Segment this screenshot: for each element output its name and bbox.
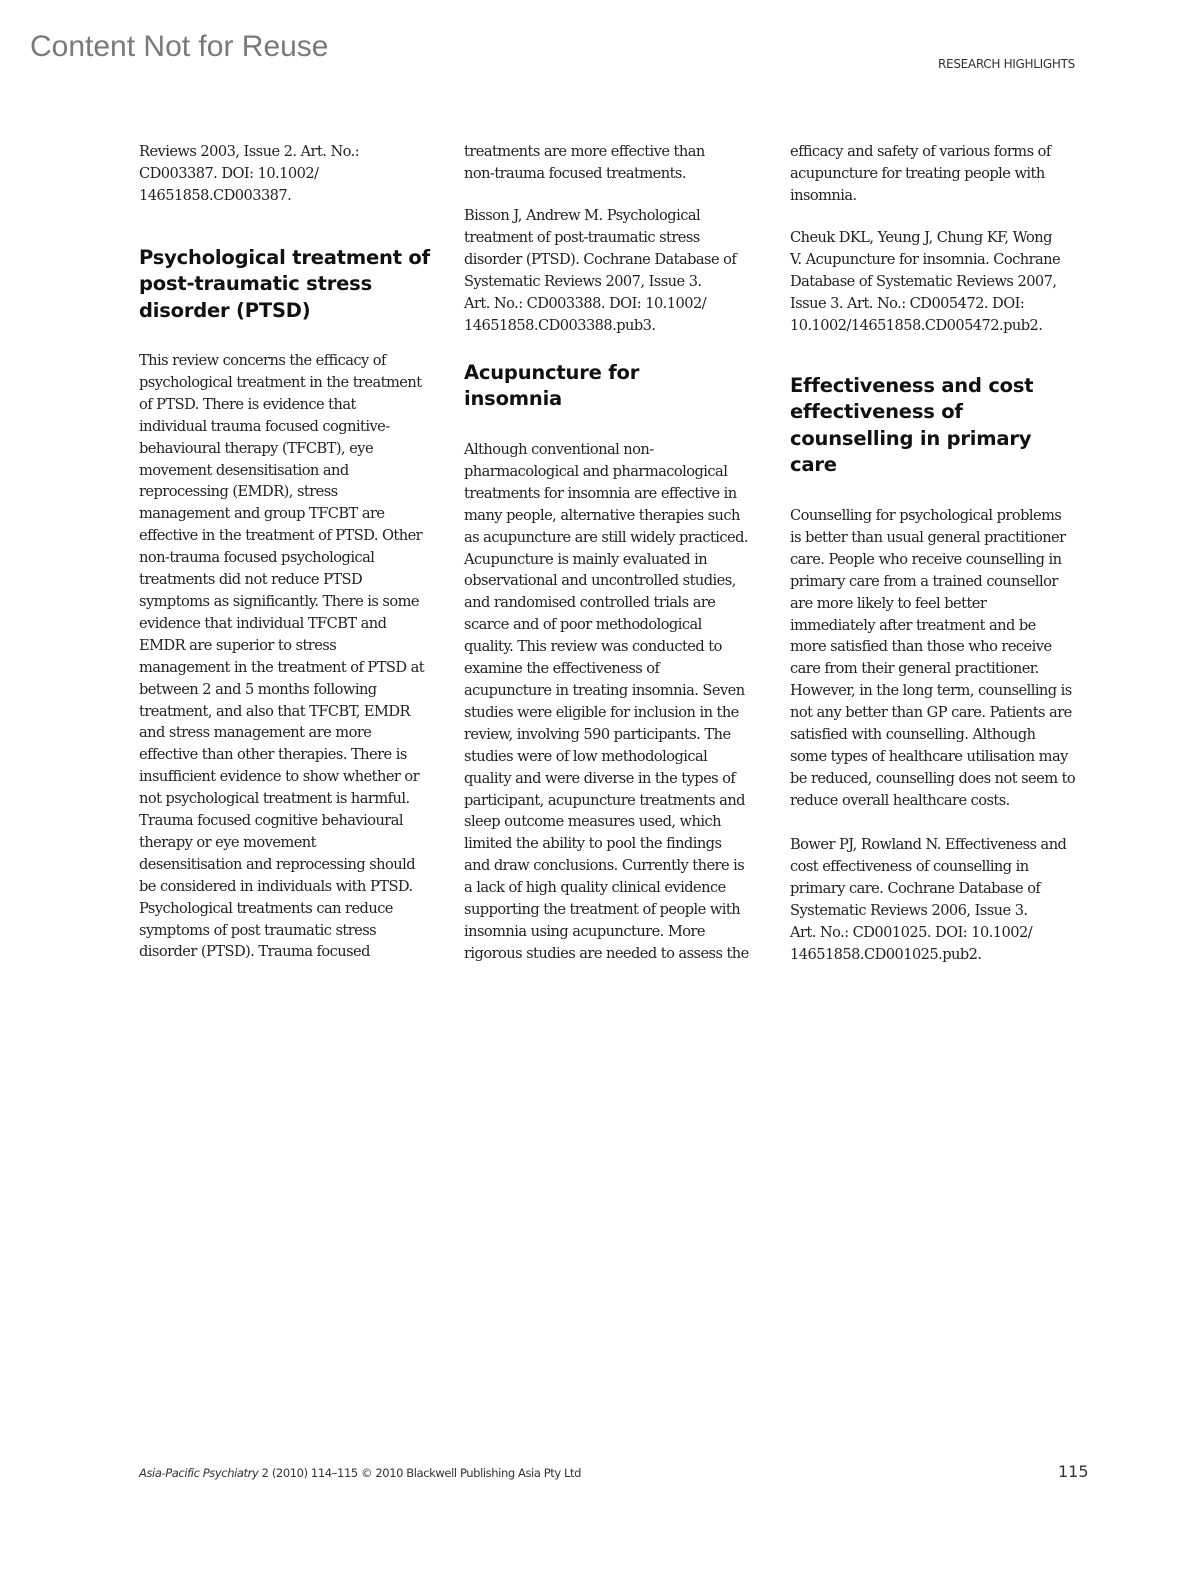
text-line: disorder (PTSD). Trauma focused bbox=[139, 943, 370, 961]
text-line: V. Acupuncture for insomnia. Cochrane bbox=[790, 250, 1061, 268]
heading-line: insomnia bbox=[464, 387, 563, 411]
text-line: treatments are more effective than bbox=[464, 143, 705, 160]
text-line: primary care from a trained counsellor bbox=[790, 572, 1058, 590]
paragraph bbox=[464, 205, 774, 336]
text-line: Issue 3. Art. No.: CD005472. DOI: bbox=[790, 294, 1025, 312]
text-line: observational and uncontrolled studies, bbox=[464, 572, 736, 590]
text-line: is better than usual general practitioner bbox=[790, 528, 1066, 546]
text-line: treatment, and also that TFCBT, EMDR bbox=[139, 702, 410, 720]
text-line: quality. This review was conducted to bbox=[464, 638, 722, 656]
text-line: satisfied with counselling. Although bbox=[790, 726, 1036, 744]
text-line: therapy or eye movement bbox=[139, 833, 316, 851]
text-line: participant, acupuncture treatments and bbox=[464, 791, 745, 809]
text-line: management in the treatment of PTSD at bbox=[139, 658, 425, 676]
text-line: Bower PJ, Rowland N. Effectiveness and bbox=[790, 836, 1067, 853]
text-line: Although conventional non- bbox=[464, 441, 654, 458]
heading-line: care bbox=[790, 452, 837, 476]
text-line: and draw conclusions. Currently there is bbox=[464, 857, 745, 875]
text-line: be reduced, counselling does not seem to bbox=[790, 769, 1076, 787]
text-line: immediately after treatment and be bbox=[790, 616, 1036, 634]
text-line: of PTSD. There is evidence that bbox=[139, 395, 356, 413]
paragraph bbox=[790, 141, 1100, 207]
heading-line: post-traumatic stress bbox=[139, 272, 372, 296]
page-number: 115 bbox=[1058, 1462, 1089, 1481]
text-line: care. People who receive counselling in bbox=[790, 550, 1062, 568]
citation-text: 2 (2010) 114–115 © 2010 Blackwell Publishing Asia Pty Ltd bbox=[258, 1466, 582, 1480]
text-line: rigorous studies are needed to assess the bbox=[464, 944, 749, 962]
text-line: Cheuk DKL, Yeung J, Chung KF, Wong bbox=[790, 229, 1052, 246]
text-line: symptoms as significantly. There is some bbox=[139, 592, 419, 610]
text-line: a lack of high quality clinical evidence bbox=[464, 879, 726, 897]
text-line: efficacy and safety of various forms of bbox=[790, 143, 1051, 160]
text-line: are more likely to feel better bbox=[790, 594, 987, 612]
text-line: insomnia using acupuncture. More bbox=[464, 922, 706, 940]
text-line: many people, alternative therapies such bbox=[464, 506, 740, 524]
text-line: This review concerns the efficacy of bbox=[139, 352, 386, 369]
text-line: not psychological treatment is harmful. bbox=[139, 790, 410, 808]
text-line: 10.1002/14651858.CD005472.pub2. bbox=[790, 316, 1043, 334]
text-line: effective in the treatment of PTSD. Other bbox=[139, 527, 423, 545]
paragraph bbox=[464, 439, 774, 965]
text-line: Psychological treatments can reduce bbox=[139, 899, 393, 917]
text-line: and randomised controlled trials are bbox=[464, 594, 716, 612]
text-line: treatment of post-traumatic stress bbox=[464, 228, 700, 246]
text-line: be considered in individuals with PTSD. bbox=[139, 877, 413, 895]
paragraph bbox=[464, 141, 774, 185]
text-line: Counselling for psychological problems bbox=[790, 507, 1062, 524]
text-line: non-trauma focused treatments. bbox=[464, 164, 686, 182]
paragraph bbox=[790, 834, 1100, 965]
text-line: pharmacological and pharmacological bbox=[464, 462, 728, 480]
text-line: Systematic Reviews 2006, Issue 3. bbox=[790, 901, 1028, 919]
text-line: quality and were diverse in the types of bbox=[464, 769, 736, 787]
text-line: and stress management are more bbox=[139, 724, 372, 742]
paragraph bbox=[790, 505, 1100, 812]
text-line: disorder (PTSD). Cochrane Database of bbox=[464, 250, 737, 268]
text-line: insomnia. bbox=[790, 186, 857, 204]
text-line: Trauma focused cognitive behavioural bbox=[139, 812, 403, 830]
text-line: studies were eligible for inclusion in the bbox=[464, 703, 739, 721]
text-line: psychological treatment in the treatment bbox=[139, 373, 422, 391]
footer-citation bbox=[139, 1466, 581, 1480]
text-line: more satisfied than those who receive bbox=[790, 638, 1052, 656]
running-head: RESEARCH HIGHLIGHTS bbox=[938, 57, 1075, 71]
text-line: Reviews 2003, Issue 2. Art. No.: bbox=[139, 143, 360, 160]
text-line: Database of Systematic Reviews 2007, bbox=[790, 272, 1057, 290]
text-line: between 2 and 5 months following bbox=[139, 680, 377, 698]
text-line: acupuncture in treating insomnia. Seven bbox=[464, 681, 745, 699]
text-line: 14651858.CD001025.pub2. bbox=[790, 945, 982, 963]
text-line: effective than other therapies. There is bbox=[139, 746, 407, 764]
section-heading bbox=[139, 245, 449, 324]
text-line: reprocessing (EMDR), stress bbox=[139, 483, 338, 501]
text-line: desensitisation and reprocessing should bbox=[139, 855, 416, 873]
text-line: behavioural therapy (TFCBT), eye bbox=[139, 439, 374, 457]
text-line: care from their general practitioner. bbox=[790, 660, 1039, 678]
heading-line: disorder (PTSD) bbox=[139, 298, 311, 322]
text-line: Bisson J, Andrew M. Psychological bbox=[464, 207, 701, 224]
text-line: Art. No.: CD001025. DOI: 10.1002/ bbox=[790, 923, 1033, 941]
section-heading bbox=[790, 373, 1100, 478]
text-line: However, in the long term, counselling is bbox=[790, 682, 1072, 700]
text-line: CD003387. DOI: 10.1002/ bbox=[139, 164, 319, 182]
section-heading bbox=[464, 360, 774, 413]
text-line: acupuncture for treating people with bbox=[790, 164, 1045, 182]
text-line: reduce overall healthcare costs. bbox=[790, 791, 1010, 809]
text-line: management and group TFCBT are bbox=[139, 505, 385, 523]
text-line: treatments for insomnia are effective in bbox=[464, 484, 737, 502]
text-line: cost effectiveness of counselling in bbox=[790, 857, 1029, 875]
text-line: Art. No.: CD003388. DOI: 10.1002/ bbox=[464, 294, 707, 312]
heading-line: Acupuncture for bbox=[464, 361, 640, 384]
text-line: studies were of low methodological bbox=[464, 747, 708, 765]
text-line: insufficient evidence to show whether or bbox=[139, 768, 420, 786]
watermark: Content Not for Reuse bbox=[30, 30, 329, 63]
paragraph bbox=[790, 227, 1100, 337]
text-line: supporting the treatment of people with bbox=[464, 901, 741, 919]
text-line: treatments did not reduce PTSD bbox=[139, 571, 363, 589]
paragraph bbox=[139, 350, 449, 963]
text-line: limited the ability to pool the findings bbox=[464, 835, 722, 853]
text-line: primary care. Cochrane Database of bbox=[790, 879, 1041, 897]
text-line: EMDR are superior to stress bbox=[139, 636, 337, 654]
journal-name: Asia-Pacific Psychiatry bbox=[139, 1466, 259, 1480]
text-line: as acupuncture are still widely practiced. bbox=[464, 528, 748, 546]
text-line: scarce and of poor methodological bbox=[464, 616, 702, 634]
text-line: review, involving 590 participants. The bbox=[464, 725, 731, 743]
text-line: evidence that individual TFCBT and bbox=[139, 614, 387, 632]
heading-line: counselling in primary bbox=[790, 426, 1032, 450]
heading-line: effectiveness of bbox=[790, 400, 963, 424]
text-line: 14651858.CD003387. bbox=[139, 186, 292, 204]
text-line: individual trauma focused cognitive- bbox=[139, 417, 390, 435]
paragraph bbox=[139, 141, 449, 207]
text-line: movement desensitisation and bbox=[139, 461, 349, 479]
text-line: sleep outcome measures used, which bbox=[464, 813, 721, 831]
text-line: not any better than GP care. Patients are bbox=[790, 704, 1072, 722]
heading-line: Psychological treatment of bbox=[139, 246, 430, 269]
text-line: some types of healthcare utilisation may bbox=[790, 747, 1068, 765]
text-line: Acupuncture is mainly evaluated in bbox=[464, 550, 708, 568]
text-line: symptoms of post traumatic stress bbox=[139, 921, 377, 939]
text-line: 14651858.CD003388.pub3. bbox=[464, 316, 656, 334]
text-line: non-trauma focused psychological bbox=[139, 549, 375, 567]
text-line: Systematic Reviews 2007, Issue 3. bbox=[464, 272, 702, 290]
heading-line: Effectiveness and cost bbox=[790, 374, 1034, 397]
text-line: examine the effectiveness of bbox=[464, 660, 660, 678]
